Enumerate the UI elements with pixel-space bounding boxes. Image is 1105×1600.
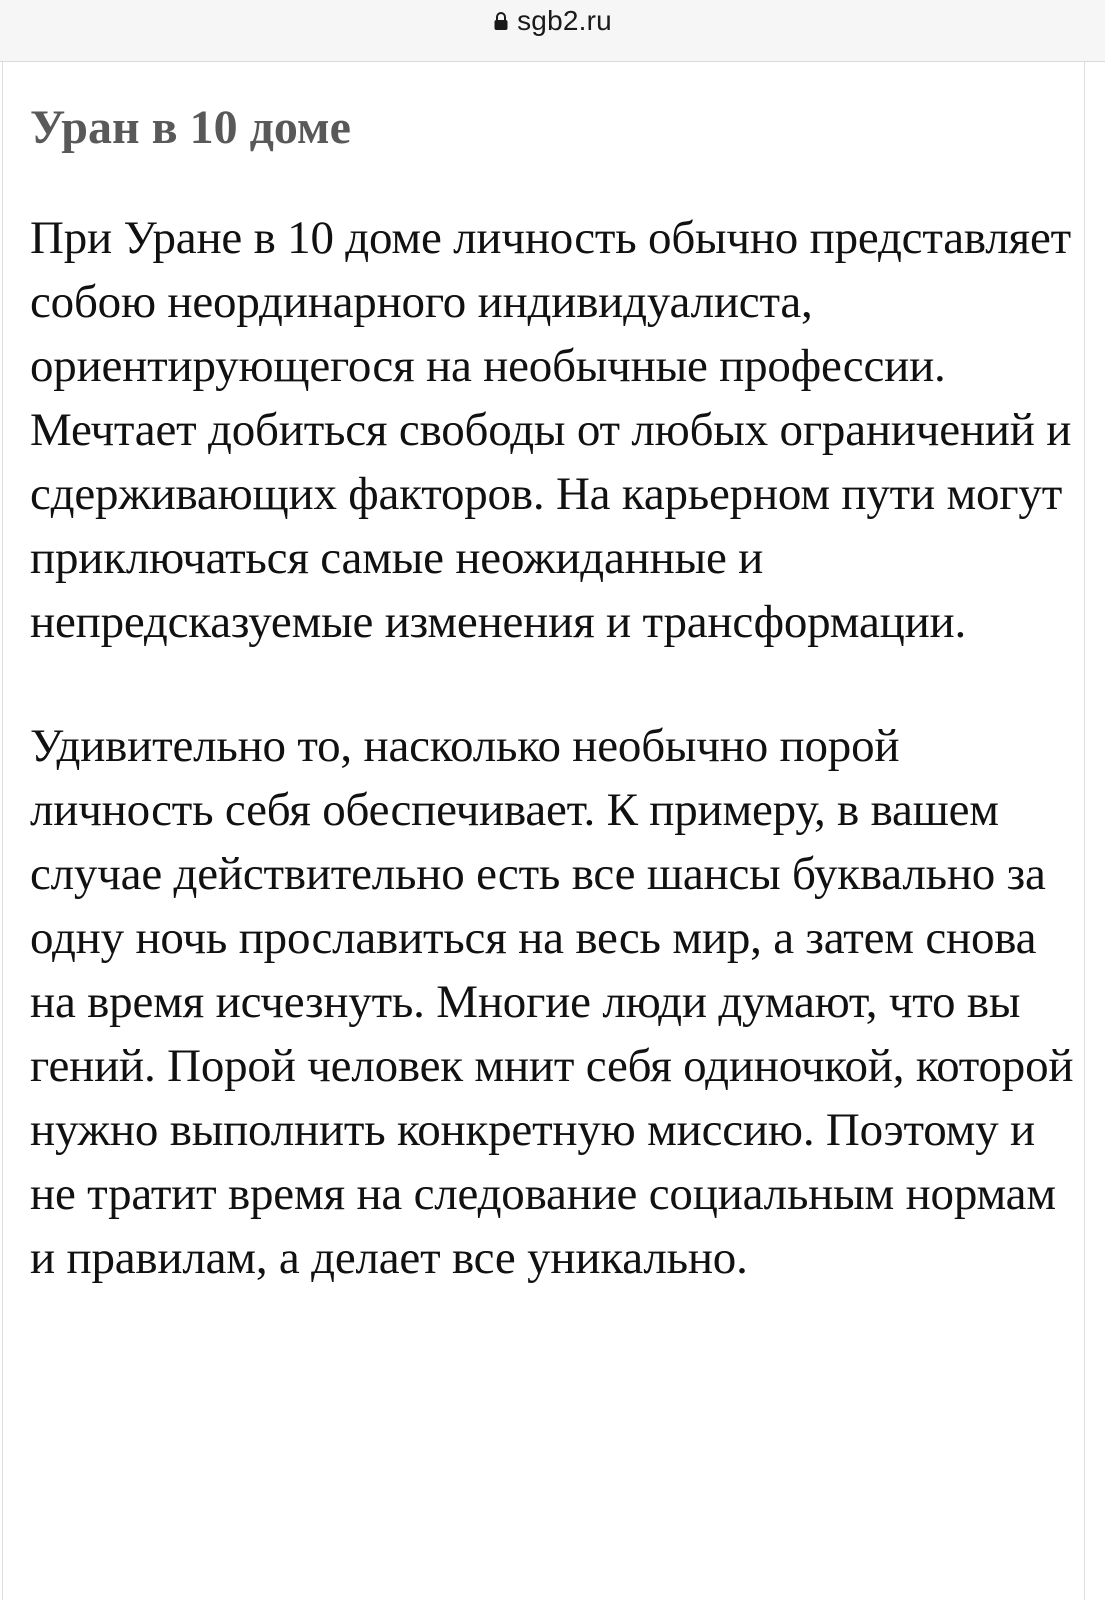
lock-icon: [493, 11, 509, 31]
url-text: sgb2.ru: [517, 4, 612, 36]
page-content[interactable]: [0, 62, 1105, 1600]
article-paragraph-2: Удивительно то, насколько необычно порой личность себя обеспечивает. К примеру, в вашем случае действительно есть все шансы буквально за одну ночь прославиться на весь мир, а затем снова на время исчезнуть. Многие люди думают, что вы гений. Порой человек мнит себя одиночкой, которой нужно выполнить конкретную миссию. Поэтому и не тратит время на следование социальным нормам и правилам, а делает все уникально.: [30, 720, 1074, 1284]
content-border-left: [2, 62, 3, 1600]
article-paragraph-1: При Уране в 10 доме личность обычно представляет собою неординарного индивидуалиста, ориентирующегося на необычные профессии. Мечтает добиться свободы от любых ограничений и сдерживающих факторов. На карьерном пути могут приключаться самые неожиданные и непредсказуемые изменения и трансформации.: [30, 212, 1072, 648]
content-border-right: [1084, 62, 1085, 1600]
article-title: Уран в 10 доме: [30, 101, 351, 154]
article: [30, 96, 1080, 1290]
url-display[interactable]: [493, 5, 612, 37]
address-bar[interactable]: [0, 0, 1105, 62]
